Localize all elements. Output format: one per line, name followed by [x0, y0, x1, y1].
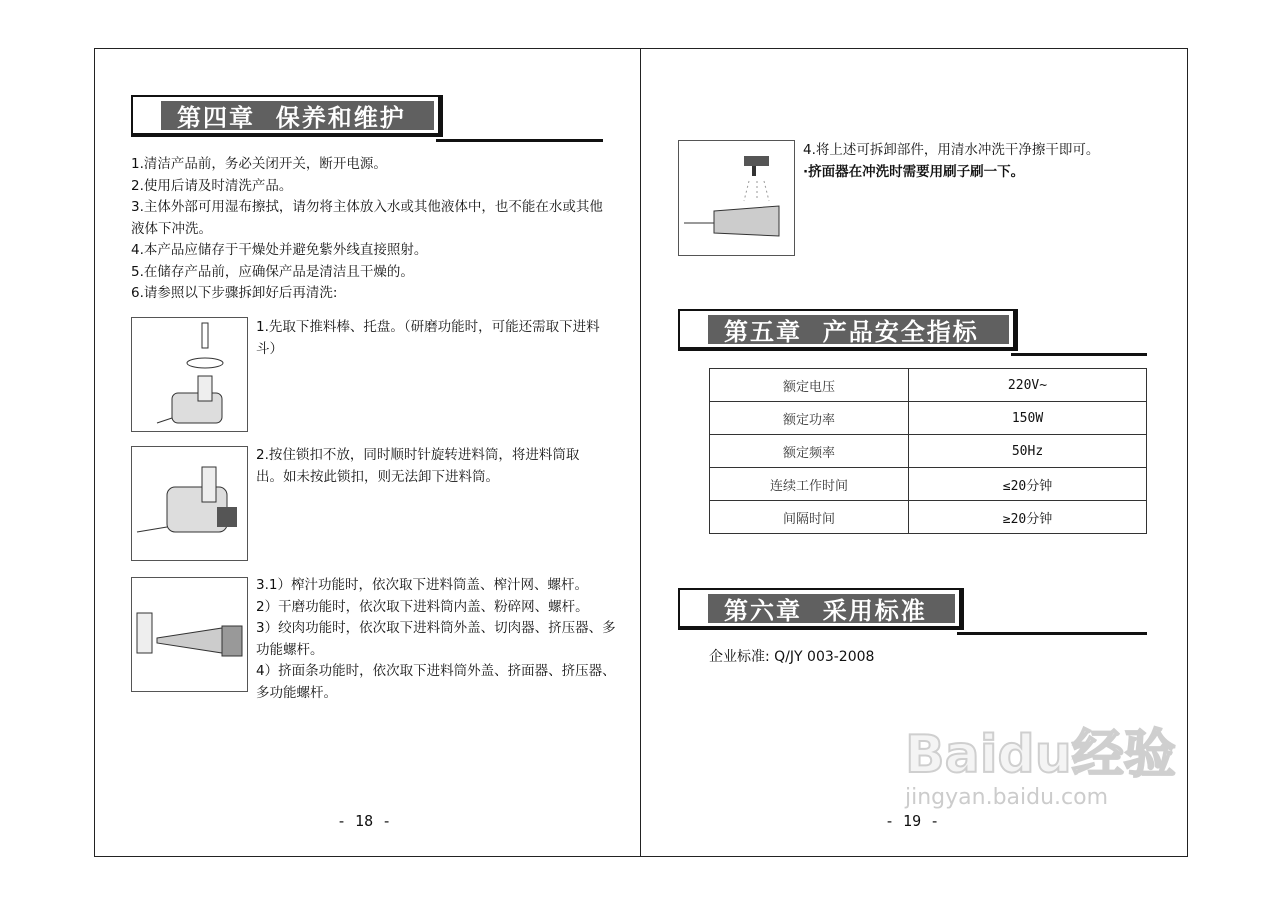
step2-illustration [131, 446, 248, 561]
spec-value: ≥20分钟 [909, 501, 1147, 534]
page-number-left: - 18 - [337, 812, 392, 830]
spec-label: 额定频率 [710, 435, 909, 468]
spec-row [710, 501, 1147, 534]
spec-value: 50Hz [909, 435, 1147, 468]
spec-table [709, 368, 1147, 534]
standard-text: 企业标准: Q/JY 003-2008 [709, 649, 875, 665]
spec-label: 额定功率 [710, 402, 909, 435]
item: 3.主体外部可用湿布擦拭，请勿将主体放入水或其他液体中，也不能在水或其他液体下冲洗。 [131, 199, 603, 237]
spec-label: 连续工作时间 [710, 468, 909, 501]
spec-row [710, 435, 1147, 468]
spec-value: 220V~ [909, 369, 1147, 402]
page-number-right: - 19 - [885, 812, 940, 830]
item: 1.清洁产品前，务必关闭开关，断开电源。 [131, 156, 387, 172]
chapter5-heading: 第五章 产品安全指标 [678, 309, 1147, 355]
watermark: Baidu经验 jingyan.baidu.com [905, 725, 1176, 810]
chapter6-heading: 第六章 采用标准 [678, 588, 1147, 634]
spec-label: 额定电压 [710, 369, 909, 402]
maintenance-list [131, 154, 611, 305]
step3-illustration [131, 577, 248, 692]
spec-row [710, 468, 1147, 501]
item: 2.使用后请及时清洗产品。 [131, 177, 293, 194]
spec-value: ≤20分钟 [909, 468, 1147, 501]
washing-illustration [678, 140, 795, 256]
spec-value: 150W [909, 402, 1147, 435]
step4-text: 4.将上述可拆卸部件，用清水冲洗干净擦干即可。 [803, 142, 1100, 158]
item: 6.请参照以下步骤拆卸好后再清洗: [131, 285, 338, 301]
step1-illustration [131, 317, 248, 432]
step2-text: 2.按住锁扣不放，同时顺时针旋转进料筒，将进料筒取出。如未按此锁扣，则无法卸下进料筒。 [256, 447, 580, 485]
item: 4.本产品应储存于干燥处并避免紫外线直接照射。 [131, 242, 428, 258]
step1-text: 1.先取下推料棒、托盘。（研磨功能时，可能还需取下进料斗） [256, 319, 600, 357]
step3-text: 3.1）榨汁功能时，依次取下进料筒盖、榨汁网、螺杆。 2）干磨功能时，依次取下进料筒内盖、粉碎网、螺杆。 3）绞肉功能时，依次取下进料筒外盖、切肉器、挤压器、多功能螺杆。 4）挤面条功能时，依次取下进料筒外盖、挤面器、挤压器、多功能螺杆。 [256, 577, 616, 701]
spec-row [710, 369, 1147, 402]
item: 5.在储存产品前，应确保产品是清洁且干燥的。 [131, 263, 414, 280]
chapter4-heading: 第四章 保养和维护 [131, 95, 603, 141]
step4-note: ·挤面器在冲洗时需要用刷子刷一下。 [803, 163, 1025, 180]
spec-label: 间隔时间 [710, 501, 909, 534]
spec-row [710, 402, 1147, 435]
